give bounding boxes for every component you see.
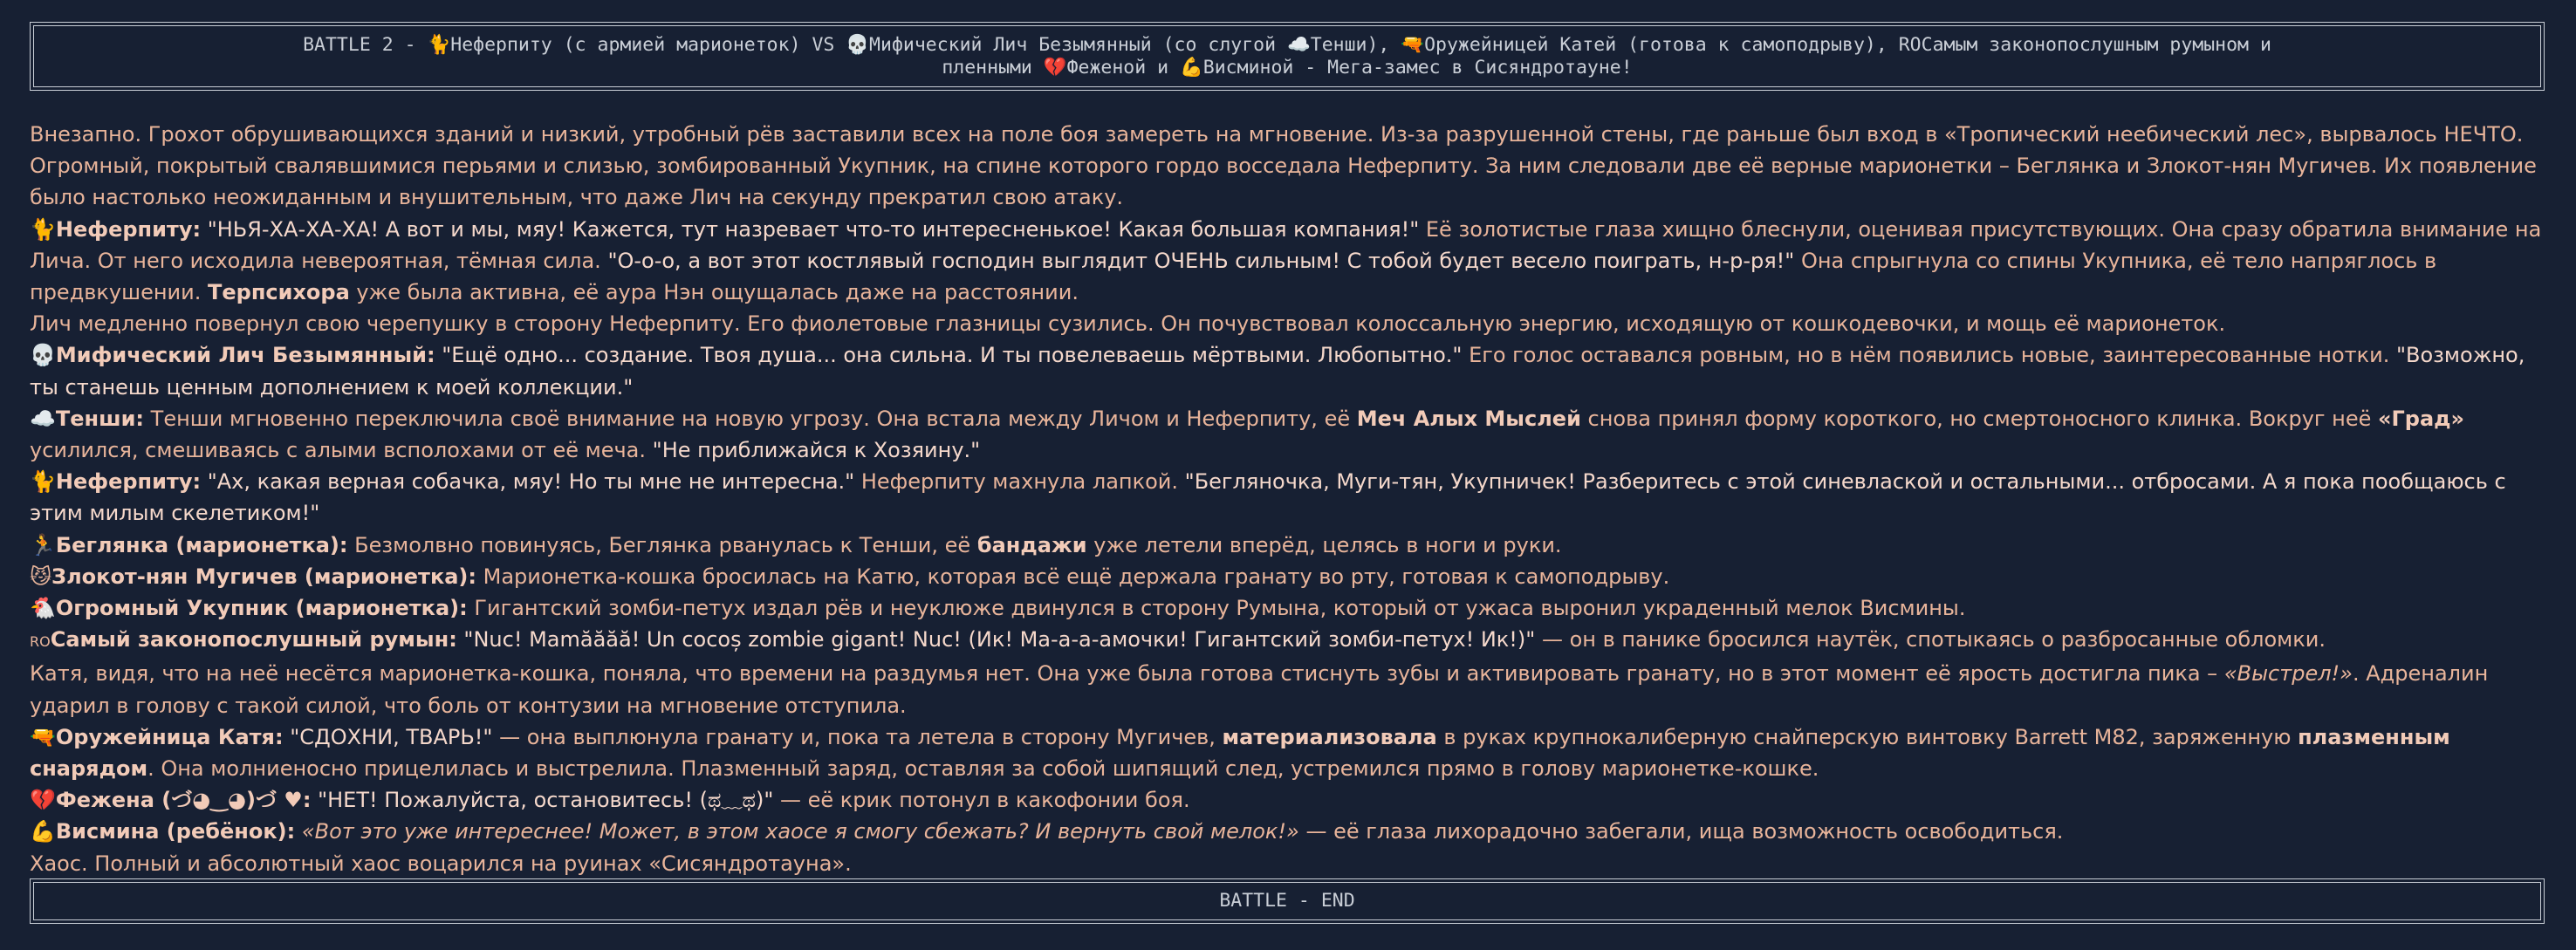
runner-icon: 🏃 (30, 532, 56, 557)
story-text (30, 119, 2552, 879)
smirking-cat-icon: 😼 (30, 564, 52, 589)
paragraph-outro: Хаос. Полный и абсолютный хаос воцарился на руинах «Сисяндротауна». (30, 851, 852, 876)
broken-heart-icon: 💔 (30, 788, 56, 813)
paragraph-beglyanka (30, 530, 2552, 561)
paragraph-lich-narration: Лич медленно повернул свою черепушку в сторону Неферпиту. Его фиолетовые глазницы сузились. Он почувствовал колоссальную энергию, исходящую от кошкодевочки, и мощь её марионеток. (30, 311, 2226, 337)
narration: — её глаза лихорадочно забегали, ища возможность освободиться. (1298, 819, 2064, 844)
quote: "Nuc! Mamăăăă! Un cocoș zombie gigant! Nuc! (Ик! Ма-а-а-амочки! Гигантский зомби-петух! Ик!)" (456, 627, 1536, 653)
rooster-icon: 🐔 (30, 596, 56, 621)
paragraph-katya-narration (30, 658, 2552, 721)
paragraph-katya (30, 721, 2552, 784)
narration: Гигантский зомби-петух издал рёв и неуклюже двинулся в сторону Румына, который от ужаса выронил украденный мелок Висмины. (467, 596, 1966, 621)
paragraph-mugichev (30, 561, 2552, 592)
emphasis: плазменным снарядом (30, 724, 2450, 782)
narration: Его голос оставался ровным, но в нём появились новые, заинтересованные нотки. (1462, 343, 2396, 368)
paragraph-neferpitou-2 (30, 466, 2552, 529)
skull-icon: 💀 (30, 343, 56, 368)
speaker-name: Тенши: (55, 406, 145, 431)
paragraph-romanian (30, 624, 2552, 658)
cloud-icon: ☁️ (30, 406, 56, 431)
speaker-name: Огромный Укупник (марионетка): (55, 596, 468, 621)
speaker-name: Самый законопослушный румын: (50, 627, 457, 653)
narration: Марионетка-кошка бросилась на Катю, которая всё ещё держала гранату во рту, готовая к самоподрыву. (476, 564, 1670, 589)
speaker-name: Неферпиту: (55, 469, 202, 495)
narration: снова принял форму короткого, но смертоносного клинка. Вокруг неё (1580, 406, 2378, 431)
paragraph-fezhena (30, 784, 2552, 816)
quote: "НЕТ! Пожалуйста, остановитесь! (ಥ﹏ಥ)" (311, 788, 774, 813)
battle-footer: BATTLE - END (33, 882, 2541, 920)
quote: "О-о-о, а вот этот костлявый господин выглядит ОЧЕНЬ сильным! С тобой будет весело поиграть, н-р-ря!" (607, 248, 1795, 273)
narration: Она спрыгнула со спины Укупника, её тело напряглось в предвкушении. (30, 248, 2437, 305)
quote: "Бегляночка, Муги-тян, Укупничек! Разберитесь с этой синевлаской и остальными... отбросами. А я пока пообщаюсь с этим милым скелетиком!" (30, 469, 2506, 526)
italic-text: «Вот это уже интереснее! Может, в этом хаосе я смогу сбежать? И вернуть свой мелок!» (295, 819, 1299, 844)
battle-header-line-1: BATTLE 2 - 🐈Неферпиту (с армией марионеток) VS 💀Мифический Лич Безымянный (со слугой ☁️Тенши), 🔫Оружейницей Катей (готова к самоподрыву), RОСамым законопослушным румыном и (303, 33, 2271, 56)
quote: "СДОХНИ, ТВАРЬ!" (283, 724, 493, 749)
narration: Неферпиту махнула лапкой. (854, 469, 1185, 495)
quote: "НЬЯ-ХА-ХА-ХА! А вот и мы, мяу! Кажется, тут назревает что-то интересненькое! Какая большая компания!" (201, 216, 1420, 242)
paragraph-neferpitou-1 (30, 214, 2552, 309)
battle-header-line-2: пленными 💔Феженой и 💪Висминой - Мега-замес в Сисяндротауне! (942, 56, 1633, 79)
narration: — она выплюнула гранату и, пока та летела в сторону Мугичев, (492, 724, 1223, 749)
narration: уже была активна, её аура Нэн ощущалась даже на расстоянии. (349, 280, 1079, 305)
narration: — он в панике бросился наутёк, спотыкаясь о разбросанные обломки. (1535, 627, 2326, 653)
speaker-name: Мифический Лич Безымянный: (55, 343, 435, 368)
speaker-name: Беглянка (марионетка): (55, 532, 348, 557)
gun-icon: 🔫 (30, 724, 56, 749)
speaker-name: Неферпиту: (55, 216, 202, 242)
narration: . Адреналин ударил в голову с такой силой, что боль от контузии на мгновение отступила. (30, 661, 2489, 718)
quote: "Ах, какая верная собачка, мяу! Но ты мне не интересна." (201, 469, 855, 495)
romania-flag-icon: RO (30, 633, 51, 651)
emphasis: материализовала (1222, 724, 1437, 749)
speaker-name: Оружейница Катя: (55, 724, 284, 749)
narration: . Она молниеносно прицелилась и выстрелила. Плазменный заряд, оставляя за собой шипящий след, устремился прямо в голову марионетке-кошке. (147, 756, 1819, 782)
battle-header-frame (30, 22, 2545, 91)
speaker-name: Злокот-нян Мугичев (марионетка): (51, 564, 476, 589)
paragraph-vismina (30, 816, 2552, 847)
battle-footer-frame (30, 878, 2545, 924)
italic-text: «Выстрел!» (2223, 661, 2353, 687)
paragraph-intro: Внезапно. Грохот обрушивающихся зданий и низкий, утробный рёв заставили всех на поле боя замереть на мгновение. Из-за разрушенной стены, где раньше был вход в «Тропический неебический лес», вырвалось НЕЧТО. Огромный, покрытый свалявшимися перьями и слизью, зомбированный Укупник, на спине которого гордо восседала Неферпиту. За ним следовали две её верные марионетки – Беглянка и Злокот-нян Мугичев. Их появление было настолько неожиданным и внушительным, что даже Лич на секунду прекратил свою атаку. (30, 122, 2537, 210)
narration: усилился, смешиваясь с алыми всполохами от её меча. (30, 438, 653, 463)
narration: уже летели вперёд, целясь в ноги и руки. (1086, 532, 1562, 557)
quote: "Возможно, ты станешь ценным дополнением к моей коллекции." (30, 343, 2525, 400)
narration: Безмолвно повинуясь, Беглянка рванулась к Тенши, её (347, 532, 977, 557)
flexed-biceps-icon: 💪 (30, 819, 56, 844)
emphasis: Терпсихора (208, 280, 350, 305)
battle-header (33, 25, 2541, 87)
narration: Катя, видя, что на неё несётся марионетка-кошка, поняла, что времени на раздумья нет. Она уже была готова стиснуть зубы и активировать гранату, но в этот момент её ярость достигла пика – (30, 661, 2224, 687)
narration: Её золотистые глаза хищно блеснули, оценивая присутствующих. Она сразу обратила внимание на Лича. От него исходила невероятная, тёмная сила. (30, 216, 2542, 273)
paragraph-tenshi (30, 403, 2552, 466)
quote: "Ещё одно... создание. Твоя душа... она сильна. И ты повелеваешь мёртвыми. Любопытно." (435, 343, 1463, 368)
emphasis: «Град» (2377, 406, 2465, 431)
paragraph-ukupnik (30, 592, 2552, 624)
paragraph-lich (30, 339, 2552, 402)
narration: в руках крупнокалиберную снайперскую винтовку Barrett M82, заряженную (1436, 724, 2299, 749)
cat-icon: 🐈 (30, 469, 56, 495)
speaker-name: Фежена (づ◕‿◕)づ ♥: (55, 788, 312, 813)
speaker-name: Висмина (ребёнок): (55, 819, 296, 844)
quote: "Не приближайся к Хозяину." (652, 438, 981, 463)
emphasis: бандажи (976, 532, 1087, 557)
narration: Тенши мгновенно переключила своё внимание на новую угрозу. Она встала между Личом и Неферпиту, её (144, 406, 1357, 431)
cat-icon: 🐈 (30, 216, 56, 242)
emphasis: Меч Алых Мыслей (1356, 406, 1581, 431)
narration: — её крик потонул в какофонии боя. (773, 788, 1190, 813)
